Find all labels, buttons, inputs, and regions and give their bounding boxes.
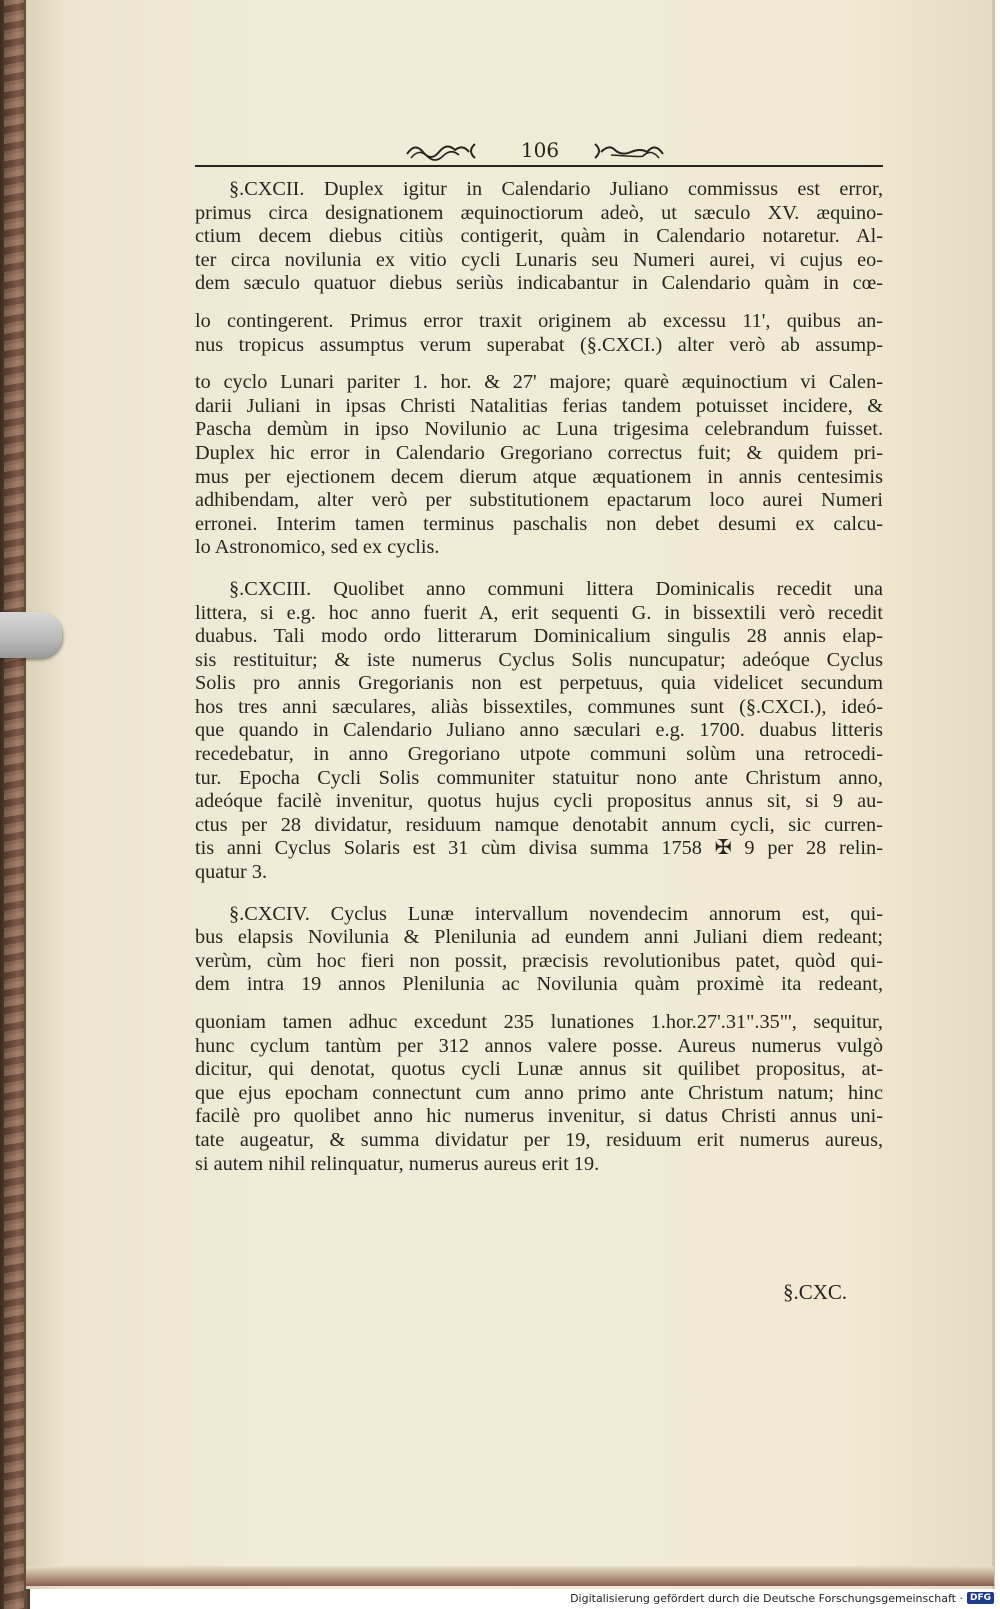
text-line: facilè pro quolibet anno hic numerus invenitur, si datus Christi annus uni- [195, 1105, 884, 1128]
text-line: lo Astronomico, sed ex cyclis. [195, 536, 440, 559]
right-ornament-icon [585, 140, 665, 162]
text-line: quatur 3. [195, 861, 268, 884]
text-line: §.CXCIV. Cyclus Lunæ intervallum novendecim annorum est, qui- [229, 902, 884, 925]
text-line: dicitur, qui denotat, quotus cycli Lunæ annus sit quilibet propositus, at- [195, 1058, 883, 1081]
paragraph-gap [195, 885, 883, 903]
text-line: mus per ejectionem decem dierum atque æquationem in annis centesimis [195, 465, 883, 488]
text-line: ter circa novilunia ex vitio cycli Lunaris seu Numeri aurei, vi cujus eo- [195, 248, 884, 271]
page-number: 106 [520, 138, 560, 162]
dfg-logo: DFG [967, 1592, 994, 1604]
page-clip [0, 612, 62, 658]
marbled-edge [4, 0, 24, 1609]
text-line: duabus. Tali modo ordo litterarum Dominicalium singulis 28 annis elap- [195, 625, 883, 648]
text-line: tur. Epocha Cycli Solis communiter statuitur nono ante Christum anno, [195, 766, 883, 789]
text-line: darii Juliani in ipsas Christi Natalitias ferias tandem potuisset incidere, & [195, 394, 884, 417]
text-line: adhibendam, alter verò per substitutionem epactarum loco aurei Numeri [195, 489, 884, 512]
text-line: to cyclo Lunari pariter 1. hor. & 27' majore; quarè æquinoctium vi Calen- [195, 371, 883, 394]
text-line: Solis pro annis Gregorianis non est perpetuus, quia videlicet secundum [195, 672, 883, 695]
text-line: si autem nihil relinquatur, numerus aureus erit 19. [195, 1152, 600, 1175]
text-line: §.CXCII. Duplex igitur in Calendario Juliano commissus est error, [229, 178, 884, 200]
page-header [195, 134, 883, 172]
text-line: erronei. Interim tamen terminus paschalis non debet desumi ex calcu- [195, 512, 883, 535]
text-block [195, 178, 883, 1176]
text-line: Duplex hic error in Calendario Gregoriano correctus fuit; & quidem pri- [195, 441, 884, 464]
text-line: que ejus epocham connectunt cum anno primo ante Christum natum; hinc [195, 1081, 883, 1104]
text-line: lo contingerent. Primus error traxit originem ab excessu 11', quibus an- [195, 309, 883, 332]
text-line: primus circa designationem æquinoctiorum adeò, ut sæculo XV. æquino- [195, 201, 884, 224]
credit-text: Digitalisierung gefördert durch die Deutsche Forschungsgemeinschaft · [570, 1591, 963, 1605]
text-line: adeóque facilè invenitur, quotus hujus cycli propositus annus sit, si 9 au- [195, 790, 884, 813]
digitization-credit [570, 1589, 994, 1607]
text-line: ctus per 28 dividatur, residuum namque denotabit annum cycli, sic curren- [195, 813, 883, 836]
text-line: quoniam tamen adhuc excedunt 235 lunationes 1.hor.27'.31".35"', sequitur, [195, 1011, 883, 1033]
text-line: hunc cyclum tantùm per 312 annos valere posse. Aureus numerus vulgò [195, 1034, 883, 1057]
text-line: sis restituitur; & iste numerus Cyclus Solis nuncupatur; adeóque Cyclus [195, 648, 883, 671]
catchword: §.CXC. [783, 1280, 848, 1304]
text-line: hos tres anni sæculares, aliàs bissextiles, communes sunt (§.CXCI.), ideó- [195, 695, 883, 718]
paragraph-cxciii [195, 578, 883, 885]
text-line: dem intra 19 annos Plenilunia ac Novilunia quàm proximè ita redeant, [195, 973, 884, 996]
paragraph-cxciv [195, 903, 883, 1177]
text-line: tate augeatur, & summa dividatur per 19, residuum erit numerus aureus, [195, 1128, 884, 1151]
text-line: ctium decem diebus citiùs contigerit, quàm in Calendario notaretur. Al- [195, 225, 884, 248]
paragraph-gap [195, 560, 883, 578]
text-line: bus elapsis Novilunia & Plenilunia ad eundem anni Juliani diem redeant; [195, 926, 884, 949]
text-line: littera, si e.g. hoc anno fuerit A, erit sequenti G. in bissextili verò recedit [195, 601, 884, 624]
text-line: verùm, cùm hoc fieri non possit, præcisis revolutionibus patet, quòd qui- [195, 949, 883, 972]
left-ornament-icon [405, 140, 485, 162]
text-line: dem sæculo quatuor diebus seriùs indicabantur in Calendario quàm in cœ- [195, 272, 884, 295]
text-line: Pascha demùm in ipso Novilunio ac Luna trigesima celebrandum fuisset. [195, 418, 884, 441]
page-bottom-edge [26, 1566, 994, 1586]
paragraph-cxcii [195, 178, 883, 560]
text-line: tis anni Cyclus Solaris est 31 cùm divisa summa 1758 ✠ 9 per 28 relin- [195, 837, 883, 860]
text-line: recedebatur, in anno Gregoriano utpote communi solùm una retrocedi- [195, 743, 884, 766]
text-line: nus tropicus assumptus verum superabat (§.CXCI.) alter verò ab assump- [195, 333, 884, 356]
text-line: §.CXCIII. Quolibet anno communi littera Dominicalis recedit una [229, 577, 884, 600]
header-rule [195, 165, 883, 167]
text-line: que quando in Calendario Juliano anno sæculari e.g. 1700. duabus litteris [195, 719, 884, 742]
